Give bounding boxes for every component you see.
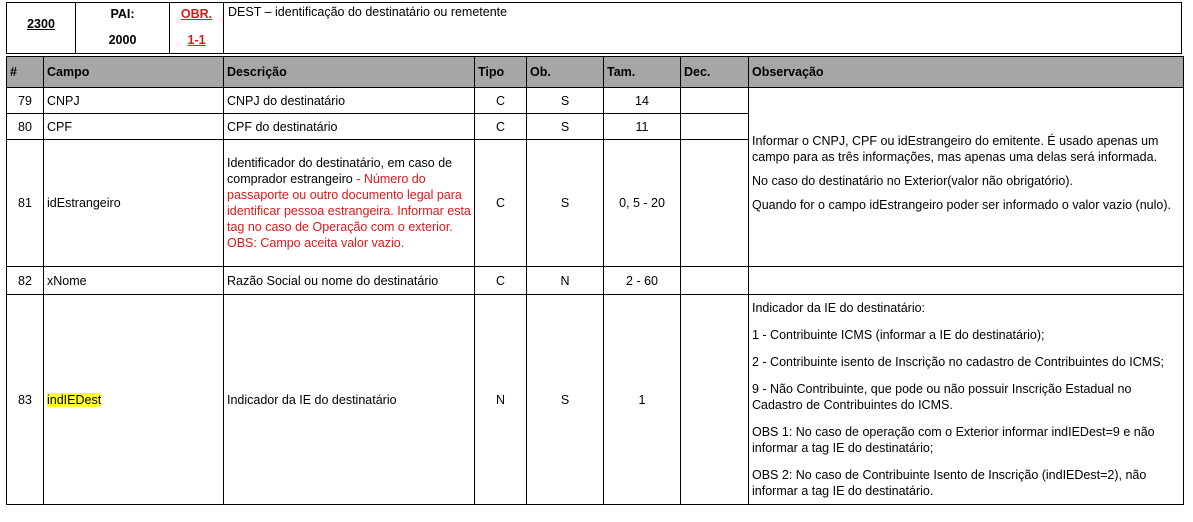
col-descricao-header: Descrição bbox=[224, 57, 475, 88]
observacao-paragraph: OBS 1: No caso de operação com o Exterior informar indIEDest=9 e não informar a tag IE do destinatário; bbox=[752, 425, 1155, 455]
row-campo bbox=[44, 295, 224, 505]
col-tam-header: Tam. bbox=[604, 57, 681, 88]
observacao-group-1 bbox=[749, 88, 1184, 267]
observacao-paragraph: Indicador da IE do destinatário: bbox=[752, 301, 926, 315]
observacao-group-2 bbox=[749, 295, 1184, 505]
col-tipo-header: Tipo bbox=[475, 57, 527, 88]
row-ob: S bbox=[527, 295, 604, 505]
descricao-text: Identificador do destinatário, em caso de comprador estrangeiro bbox=[227, 156, 453, 186]
pai-cell bbox=[76, 3, 170, 53]
group-title: DEST – identificação do destinatário ou remetente bbox=[228, 5, 508, 19]
row-descricao: Indicador da IE do destinatário bbox=[224, 295, 475, 505]
row-tam: 1 bbox=[604, 295, 681, 505]
row-dec bbox=[681, 114, 749, 140]
group-header bbox=[6, 2, 1182, 54]
row-num: 83 bbox=[7, 295, 44, 505]
row-campo: CNPJ bbox=[44, 88, 224, 114]
descricao-red-text: - Número do passaporte ou outro documento legal para identificar pessoa estrangeira. Informar esta tag no caso de Operação com o exterior. OBS: Campo aceita valor vazio. bbox=[227, 172, 471, 250]
row-dec bbox=[681, 140, 749, 267]
table-header-row bbox=[7, 57, 1184, 88]
row-dec bbox=[681, 295, 749, 505]
observacao-paragraph: Quando for o campo idEstrangeiro poder ser informado o valor vazio (nulo). bbox=[752, 198, 1171, 212]
row-campo: CPF bbox=[44, 114, 224, 140]
group-code: 2300 bbox=[27, 17, 55, 31]
row-tam: 11 bbox=[604, 114, 681, 140]
row-descricao bbox=[224, 140, 475, 267]
row-num: 79 bbox=[7, 88, 44, 114]
observacao-paragraph: OBS 2: No caso de Contribuinte Isento de Inscrição (indIEDest=2), não informar a tag IE do destinatário. bbox=[752, 468, 1147, 498]
row-dec bbox=[681, 88, 749, 114]
col-num-header: # bbox=[7, 57, 44, 88]
row-ob: S bbox=[527, 88, 604, 114]
row-tipo: C bbox=[475, 140, 527, 267]
observacao-paragraph: 9 - Não Contribuinte, que pode ou não possuir Inscrição Estadual no Cadastro de Contribuintes do ICMS. bbox=[752, 382, 1132, 412]
obr-label: OBR. bbox=[180, 7, 213, 21]
col-campo-header: Campo bbox=[44, 57, 224, 88]
row-tam: 2 - 60 bbox=[604, 267, 681, 295]
pai-label: PAI: bbox=[110, 7, 135, 21]
table-row bbox=[7, 267, 1184, 295]
observacao-paragraph: No caso do destinatário no Exterior(valor não obrigatório). bbox=[752, 174, 1074, 188]
row-tipo: N bbox=[475, 295, 527, 505]
row-descricao: Razão Social ou nome do destinatário bbox=[224, 267, 475, 295]
col-dec-header: Dec. bbox=[681, 57, 749, 88]
table-row bbox=[7, 295, 1184, 505]
row-dec bbox=[681, 267, 749, 295]
observacao-paragraph: 2 - Contribuinte isento de Inscrição no cadastro de Contribuintes do ICMS; bbox=[752, 355, 1165, 369]
row-num: 80 bbox=[7, 114, 44, 140]
row-campo: xNome bbox=[44, 267, 224, 295]
col-ob-header: Ob. bbox=[527, 57, 604, 88]
row-tam: 14 bbox=[604, 88, 681, 114]
row-tam: 0, 5 - 20 bbox=[604, 140, 681, 267]
obr-value: 1-1 bbox=[187, 33, 206, 47]
fields-table bbox=[6, 56, 1184, 505]
row-campo: idEstrangeiro bbox=[44, 140, 224, 267]
row-num: 82 bbox=[7, 267, 44, 295]
group-code-cell bbox=[7, 3, 76, 53]
row-ob: S bbox=[527, 140, 604, 267]
table-row bbox=[7, 88, 1184, 114]
row-descricao: CNPJ do destinatário bbox=[224, 88, 475, 114]
row-num: 81 bbox=[7, 140, 44, 267]
col-observacao-header: Observação bbox=[749, 57, 1184, 88]
highlighted-field-name: indIEDest bbox=[47, 392, 102, 407]
pai-value: 2000 bbox=[108, 33, 137, 47]
row-tipo: C bbox=[475, 267, 527, 295]
row-tipo: C bbox=[475, 114, 527, 140]
obr-cell bbox=[170, 3, 224, 53]
observacao-paragraph: Informar o CNPJ, CPF ou idEstrangeiro do emitente. É usado apenas um campo para as três informações, mas apenas uma delas será informada. bbox=[752, 134, 1159, 164]
row-ob: S bbox=[527, 114, 604, 140]
row-ob: N bbox=[527, 267, 604, 295]
row-observacao bbox=[749, 267, 1184, 295]
observacao-paragraph: 1 - Contribuinte ICMS (informar a IE do destinatário); bbox=[752, 328, 1045, 342]
row-tipo: C bbox=[475, 88, 527, 114]
row-descricao: CPF do destinatário bbox=[224, 114, 475, 140]
